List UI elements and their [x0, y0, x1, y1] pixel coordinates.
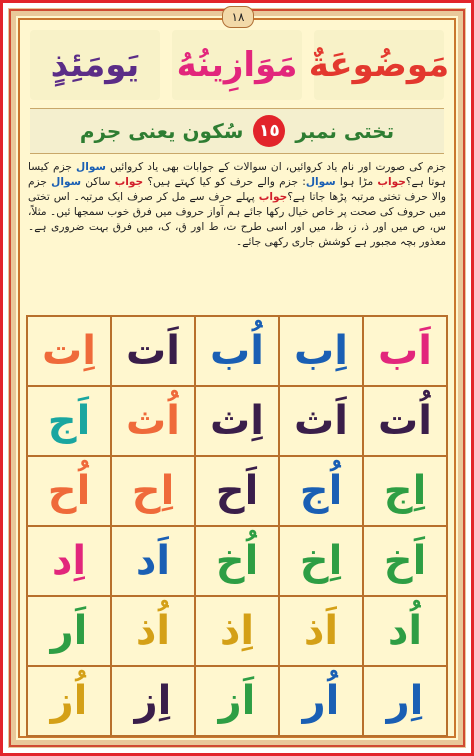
letter-cell: اِد [28, 527, 112, 597]
paragraph-text: مڑا ہوا [335, 176, 378, 188]
letter-cell: اِب [280, 317, 364, 387]
keyword-answer: جواب [114, 176, 144, 188]
letter-cell: اِذ [196, 597, 280, 667]
letter-cell: اُب [196, 317, 280, 387]
lesson-number-badge: ١٥ [253, 115, 285, 147]
letter-cell: اَر [28, 597, 112, 667]
keyword-question: سوال [305, 176, 336, 188]
paragraph-text: جزم کیسا ہوتا ہے؟ [28, 161, 446, 188]
header-word-3: يَومَئِذٍ [30, 30, 160, 100]
keyword-question: سوال [51, 176, 82, 188]
paragraph-text: جزم والا حرف تختی مرتبہ پڑھا جاتا ہے؟ [28, 176, 446, 203]
letter-cell: اَذ [280, 597, 364, 667]
keyword-answer: جواب [377, 176, 406, 188]
paragraph-text: جزم کی صورت اور نام یاد کروائیں، ان سوالات کے جوابات بھی یاد کروائیں [105, 161, 446, 173]
letter-cell: اِخ [280, 527, 364, 597]
letter-grid [26, 315, 448, 737]
letter-cell: اَج [28, 387, 112, 457]
letter-cell: اُت [364, 387, 448, 457]
instruction-paragraph [28, 160, 446, 310]
letter-cell: اُج [280, 457, 364, 527]
letter-cell: اِت [28, 317, 112, 387]
header-words [30, 30, 450, 100]
page-number: ١٨ [222, 6, 254, 28]
paragraph-text: : جزم والے حرف کو کیا کہتے ہیں؟ [143, 176, 306, 188]
header-word-2: مَوَازِينُهُ [172, 30, 302, 100]
lesson-title [30, 108, 444, 154]
header-word-1: مَوضُوعَةٌ [314, 30, 444, 100]
paragraph-text: پہلے حرف سے مل کر صرف ایک مرتبہ۔ اس تختی میں حروف کی صحت پر خاص خیال رکھا جائے ہم آواز حروف میں فرق خوب سمجھا ئیں۔ مثلاً، س، ص میں اور ذ، ز، ظ، میں اور اسی طرح ت، ط اور ق، ک، میں فرق بہت ضروری ہے۔ معذور بچہ مجبور ہے کوشش جاری رکھی جائے۔ [28, 191, 446, 248]
letter-cell: اَث [280, 387, 364, 457]
letter-cell: اِز [112, 667, 196, 737]
letter-cell: اَب [364, 317, 448, 387]
letter-cell: اُد [364, 597, 448, 667]
letter-cell: اِر [364, 667, 448, 737]
letter-cell: اَح [196, 457, 280, 527]
letter-cell: اَز [196, 667, 280, 737]
letter-cell: اُح [28, 457, 112, 527]
letter-cell: اُر [280, 667, 364, 737]
title-subject: سُکون یعنی جزم [79, 119, 244, 143]
letter-cell: اِج [364, 457, 448, 527]
letter-cell: اُخ [196, 527, 280, 597]
letter-cell: اَخ [364, 527, 448, 597]
letter-cell: اَد [112, 527, 196, 597]
letter-cell: اِث [196, 387, 280, 457]
letter-cell: اِح [112, 457, 196, 527]
letter-cell: اَت [112, 317, 196, 387]
title-label: تختی نمبر [295, 119, 395, 143]
letter-cell: اُز [28, 667, 112, 737]
letter-cell: اُث [112, 387, 196, 457]
keyword-question: سوال [76, 161, 106, 173]
letter-cell: اُذ [112, 597, 196, 667]
keyword-answer: جواب [258, 191, 288, 203]
paragraph-text: ساکن [81, 176, 115, 188]
